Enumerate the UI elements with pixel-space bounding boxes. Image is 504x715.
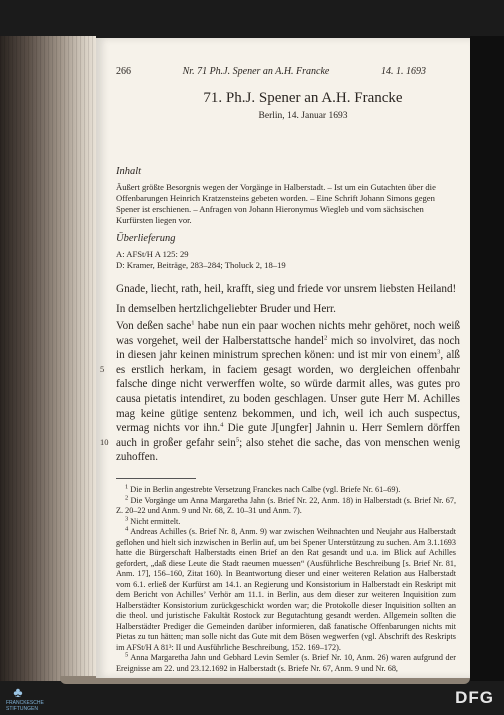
footnote-text: Anna Margaretha Jahn und Gebhard Levin Semler (s. Brief Nr. 10, Anm. 26) waren aufgrund der Ereignisse am 22. und 23.12.1692 in Halberstadt (s. Briefe Nr. 67, Anm. 9 und Nr. 68, <box>116 653 456 673</box>
footnote-ref: 2 <box>324 333 328 341</box>
letter-greeting <box>116 282 460 317</box>
uberlieferung-line: D: Kramer, Beiträge, 283–284; Tholuck 2, 18–19 <box>116 260 286 270</box>
body-text: Die gute J[ungfer] Jahnin u. Herr Semlern dörffen auch in großer gefahr sein <box>116 422 460 449</box>
francke-foundation-logo <box>6 684 44 712</box>
greeting-line: Gnade, liecht, rath, heil, krafft, sieg und friede vor unsrem liebsten Heiland! <box>116 283 457 295</box>
footnote-number: 2 <box>125 493 129 501</box>
running-title: Nr. 71 Ph.J. Spener an A.H. Francke <box>182 66 330 77</box>
footnote-text: Nicht ermittelt. <box>130 516 181 526</box>
page-number: 266 <box>116 66 131 77</box>
footnotes <box>116 485 456 674</box>
book-page-edges <box>0 36 96 681</box>
body-text: mich so involviret, das noch in diesen jahr keinen ministrum sprechen könen: und ist mir von einem <box>116 334 460 362</box>
footnote-number: 1 <box>125 483 129 491</box>
footnote <box>116 527 456 653</box>
uberlieferung-heading: Überlieferung <box>116 233 176 244</box>
footnote-number: 3 <box>125 514 129 522</box>
footnote-number: 4 <box>125 525 129 533</box>
line-number: 5 <box>100 364 105 374</box>
body-text: , alß es erstlich herkam, in faciem gesagt worden, wo dergleichen offenbahr falsche dinge nicht verwerffen wolte, so würde darmit alles, was gutes pro causa pietatis intendiret, zu boden geschlagen. Unser gute Herr M. Achilles mag keine gütige sentenz bekommen, und ich, weil ich auch suspectus, vermag nichts vor ihn. <box>116 349 460 435</box>
footnote <box>116 653 456 674</box>
letter-dateline: Berlin, 14. Januar 1693 <box>258 111 348 121</box>
salutation-line: In demselben hertzlichgeliebter Bruder und Herr. <box>116 303 336 315</box>
footnote-ref: 3 <box>437 348 441 356</box>
letter-body <box>116 319 460 465</box>
header-date: 14. 1. 1693 <box>380 66 426 77</box>
footnote <box>116 485 456 496</box>
body-text: Von deßen sache <box>116 320 192 332</box>
letter-title: 71. Ph.J. Spener an A.H. Francke <box>203 90 403 106</box>
dfg-logo: DFG <box>455 688 494 707</box>
footnote-text: Die in Berlin angestrebte Versetzung Franckes nach Calbe (vgl. Briefe Nr. 61–69). <box>130 485 401 494</box>
footnote-rule <box>116 478 196 479</box>
logo-label: FRANCKESCHE STIFTUNGEN <box>6 700 44 712</box>
foundation-emblem-icon: ♣ <box>13 684 23 700</box>
footnote-ref: 1 <box>191 319 195 327</box>
footnote-ref: 4 <box>220 421 224 429</box>
footnote <box>116 493 457 517</box>
inhalt-heading: Inhalt <box>116 166 142 177</box>
footnote-text: Andreas Achilles (s. Brief Nr. 8, Anm. 9) war zwischen Weihnachten und Neujahr aus Halberstadt geflohen und hielt sich inzwischen in Berlin auf, um bei Spener Unterstützung zu suchen. Am 3.1.1693 hatte die Bürgerschaft Halberstadts einen Brief an den Rat gesandt und u.a. im Blick auf Achilles gefordert, „daß diese Leute die Stadt raeumen muessen“ (Ausführliche Beschreibung [s. Brief Nr. 81, Anm. 17], 156–160, Zitat 160). In Beantwortung dieser und einer weiteren Relation aus Halberstadt vom 6.1. erließ der Kurfürst am 14.1. an Regierung und Konsistorium in Halberstadt ein Reskript mit dem Bericht von Achilles’ Verhör am 11.1. in Berlin, aus dem dieser zur weiteren Inquisition zum Halberstädter Konsistorium zurückgeschickt worden war; die Protokolle dieser Inquisition sollten an die theol. und juristische Fakultät Rostock zur Begutachtung gesandt werden. Allgemein sollten die Halberstädter Prediger die Gemeinden darüber informieren, daß fanatische Offenbarungen nichts mit Pietas zu tun hätten; man solle nicht das Gute mit dem Bösen wegwerfen (vgl. Abschrift des Reskripts im AFSt/H A 81³: II und Ausführliche Beschreibung, 152. 169–172). <box>116 527 456 652</box>
footnote-text: Die Vorgänge um Anna Margaretha Jahn (s. Brief Nr. 22, Anm. 18) in Halberstadt (s. Brief Nr. 67, Z. 20–22 und Anm. 9 und Nr. 68, Z. 10–31 und Anm. 7). <box>116 495 457 515</box>
footnote <box>116 514 456 528</box>
inhalt-text: Äußert größte Besorgnis wegen der Vorgänge in Halberstadt. – Ist um ein Gutachten über die Offenbarungen Heinrich Kratzensteins gebeten worden. – Eine Schrift Johann Simons gegen Spener ist erschienen. – Anfragen von Johann Hieronymus Wiegleb und vom sächsischen Kurfürsten liegen vor. <box>116 182 436 225</box>
uberlieferung-line: A: AFSt/H A 125: 29 <box>116 249 189 259</box>
uberlieferung-list <box>116 249 456 271</box>
body-text: habe nun ein paar wochen nichts mehr gehöret, noch weiß was vorgehet, weil der Halberstattsche handel <box>116 320 460 347</box>
book-page <box>96 38 470 678</box>
running-header <box>116 66 426 77</box>
body-text: ; also stehet die sache, das von menschen wenig zuhoffen. <box>116 436 460 464</box>
scan-border <box>470 36 504 681</box>
footnote-ref: 5 <box>235 436 240 444</box>
footnote-number: 5 <box>125 651 129 659</box>
line-number: 10 <box>100 437 109 447</box>
